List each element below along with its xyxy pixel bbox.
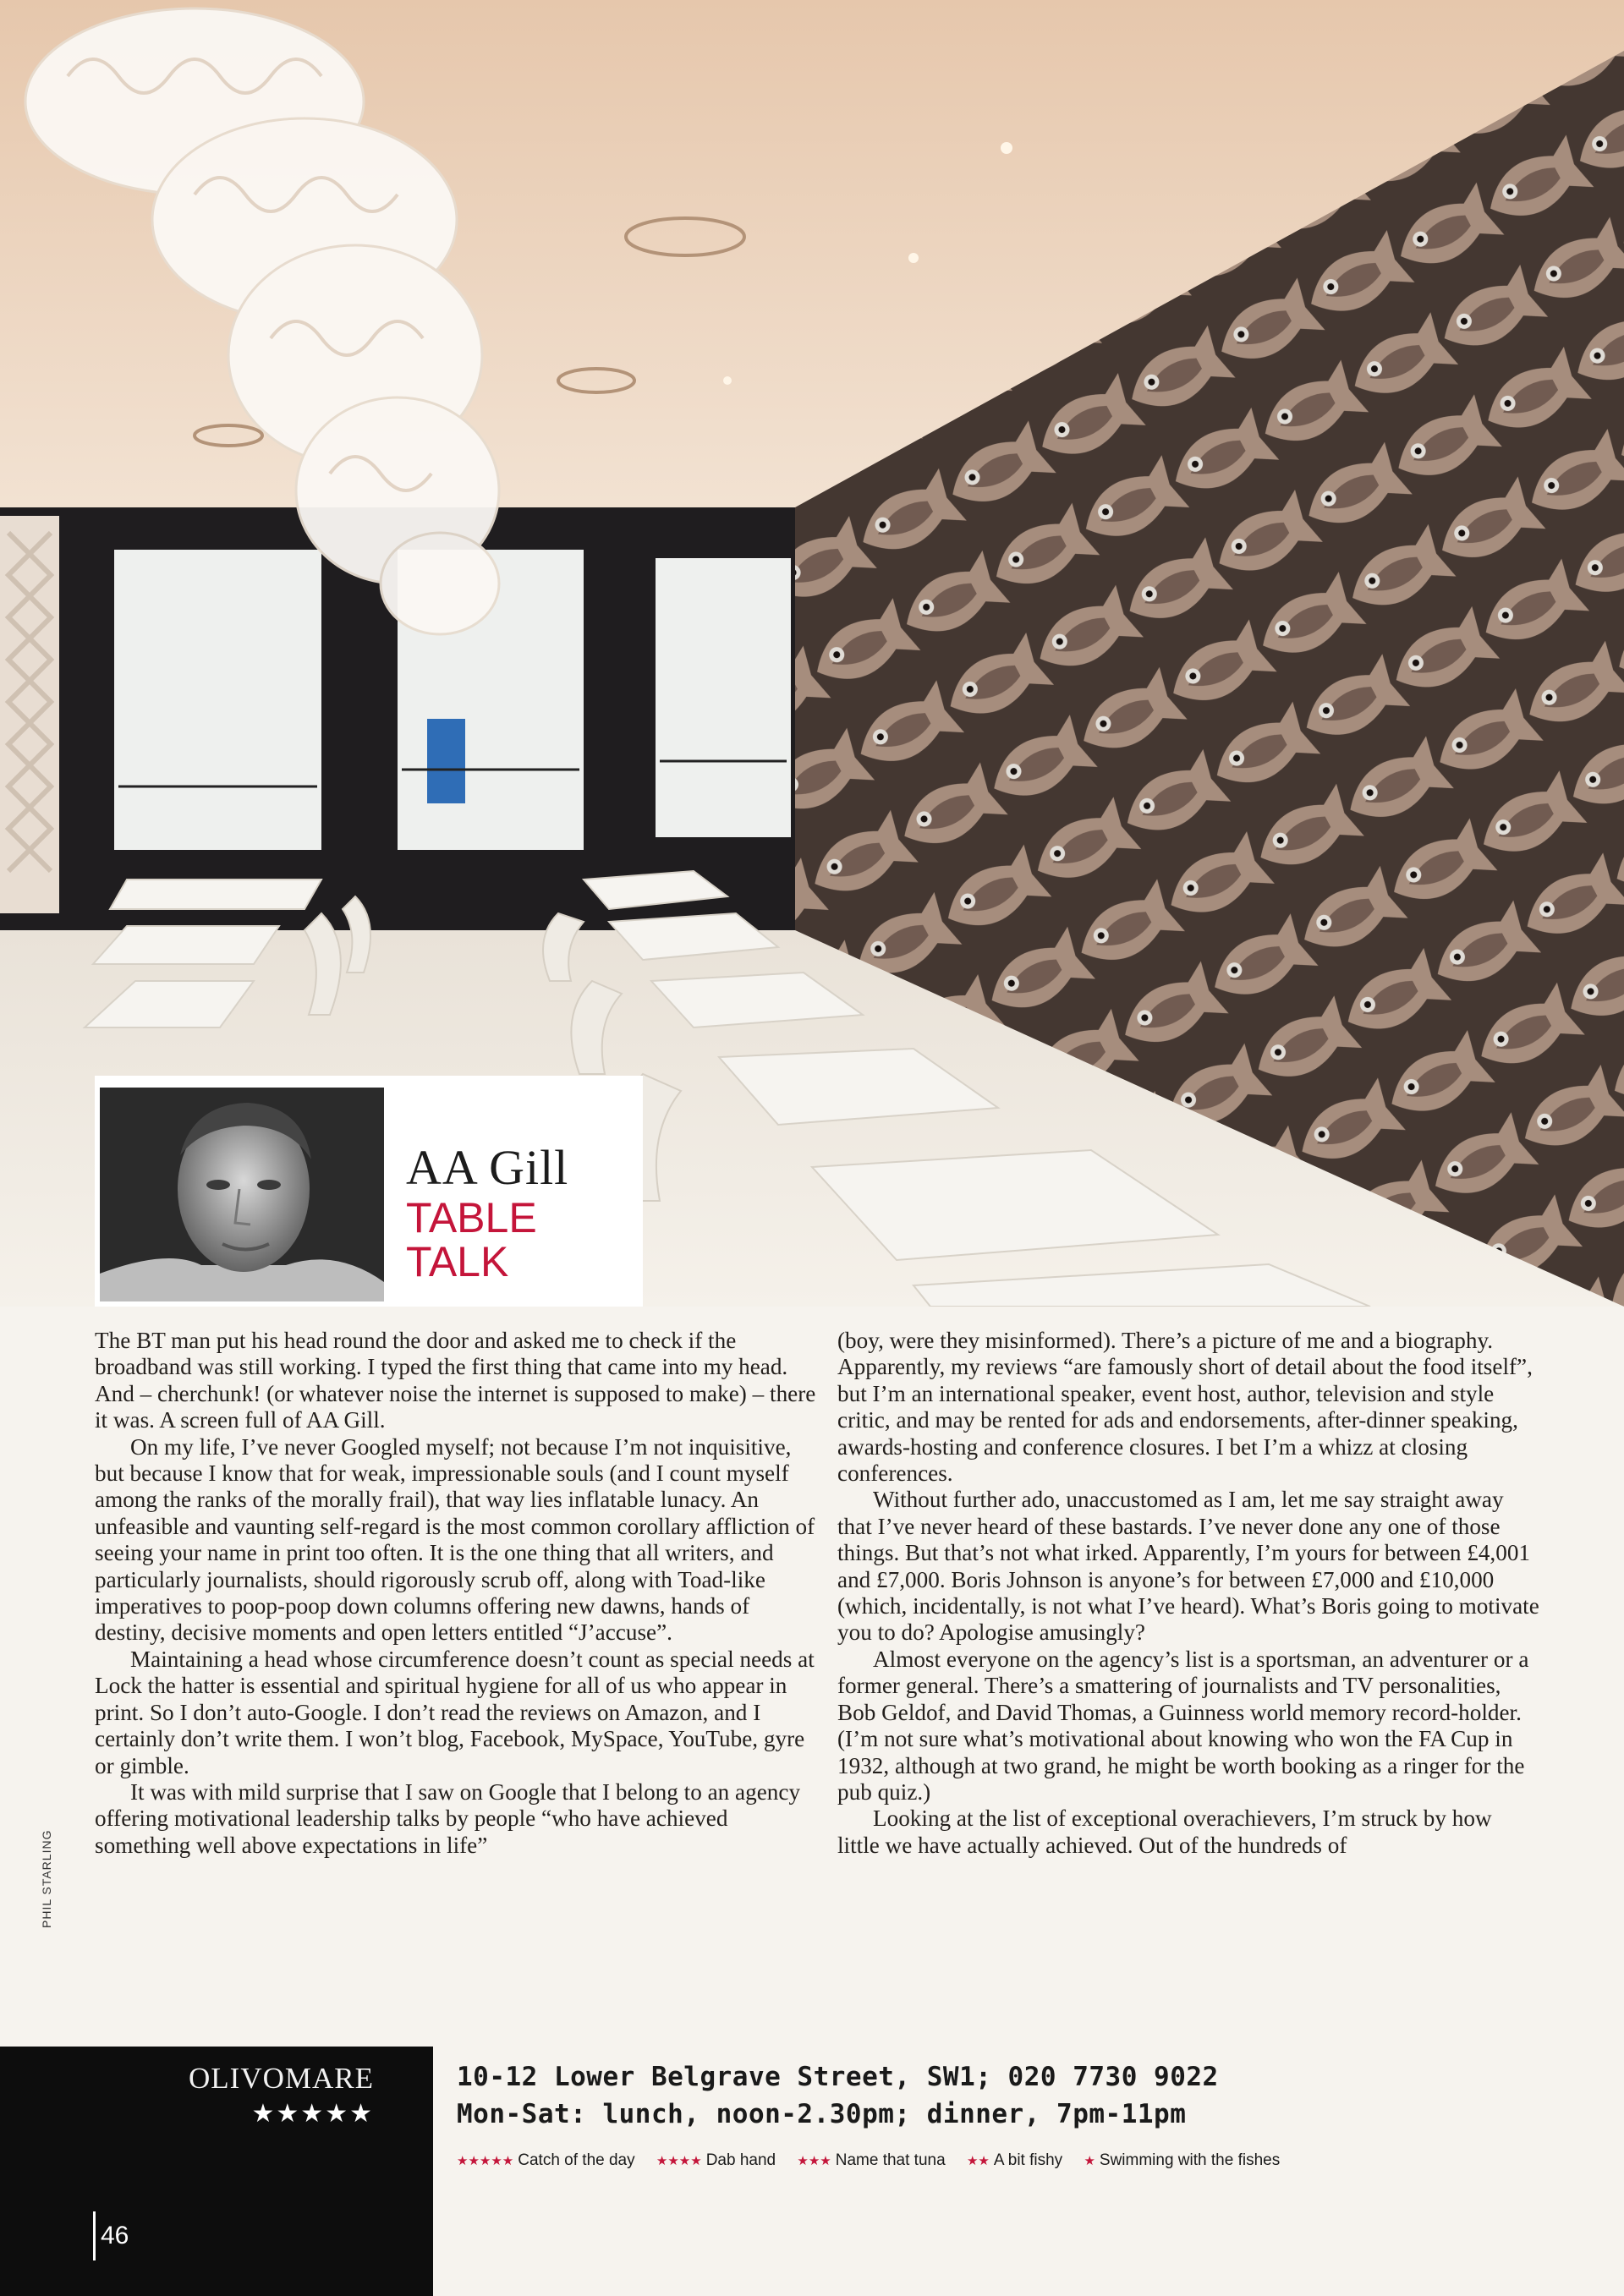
rating-stars: ★★★★★ — [251, 2099, 374, 2129]
star-icon: ★★★★ — [656, 2153, 702, 2168]
rating-key-label: A bit fishy — [993, 2151, 1063, 2169]
restaurant-address: 10-12 Lower Belgrave Street, SW1; 020 7730 9022 — [457, 2062, 1219, 2092]
restaurant-info-bar — [0, 2047, 1624, 2296]
restaurant-name-block — [0, 2047, 433, 2296]
restaurant-hours: Mon-Sat: lunch, noon-2.30pm; dinner, 7pm-11pm — [457, 2099, 1187, 2129]
rating-key-label: Swimming with the fishes — [1099, 2151, 1281, 2169]
rating-key-item — [797, 2151, 945, 2169]
article-paragraph: Almost everyone on the agency’s list is a sportsman, an adventurer or a former general. There’s a smattering of journalists and TV personalities, Bob Geldof, and David Thomas, a Guinness world memory record-holder. (I’m not sure what’s motivational about knowing who won the FA Cup in 1932, although at two grand, he might be worth booking as a ringer for the pub quiz.) — [837, 1646, 1529, 1805]
article-paragraph: It was with mild surprise that I saw on Google that I belong to an agency offering motivational leadership talks by people “who have achieved something well above expectations in life” — [95, 1778, 801, 1858]
byline-box — [95, 1076, 643, 1307]
article-paragraph: Looking at the list of exceptional overachievers, I’m struck by how little we have actually achieved. Out of the hundreds of — [837, 1806, 1492, 1858]
rating-key-item — [457, 2151, 635, 2169]
article-column-right — [837, 1328, 1539, 1859]
star-icon: ★★★ — [797, 2153, 831, 2168]
article-paragraph: On my life, I’ve never Googled myself; not because I’m not inquisitive, but because I know that for weak, impressionable souls (and I count myself among the ranks of the morally frail), that way lies inflatable lunacy. An unfeasible and vaunting self-regard is the most common corollary affliction of seeing your name in print too often. It is the one thing that all writers, and particularly journalists, should rigorously scrub off, along with Toad-like imperatives to poop-poop down columns offering new dawns, hands of destiny, decisive moments and open letters entitled “J’accuse”. — [95, 1433, 815, 1646]
rating-key-label: Dab hand — [705, 2151, 776, 2169]
restaurant-name: OLIVOMARE — [189, 2062, 374, 2095]
article-paragraph: Maintaining a head whose circumference doesn’t count as special needs at Lock the hatter is essential and spiritual hygiene for all of us who appear in print. So I don’t auto-Google. I don’t read the reviews on Amazon, and I certainly don’t write them. I won’t blog, Facebook, MySpace, YouTube, gyre or gimble. — [95, 1646, 815, 1778]
article-paragraph: The BT man put his head round the door and asked me to check if the broadband was still working. I typed the first thing that came into my head. And – cherchunk! (or whatever noise the internet is supposed to make) – there it was. A screen full of AA Gill. — [95, 1328, 816, 1433]
page-number: 46 — [93, 2211, 129, 2260]
author-portrait — [100, 1088, 384, 1301]
article-paragraph: (boy, were they misinformed). There’s a picture of me and a biography. Apparently, my reviews “are famously short of detail about the food itself”, but I’m an international speaker, event host, author, television and style critic, and may be rented for ads and endorsements, after-dinner speaking, awards-hosting and conference closures. I bet I’m a whizz at closing conferences. — [837, 1328, 1533, 1487]
rating-key — [457, 2151, 1297, 2170]
star-icon: ★★ — [966, 2153, 990, 2168]
rating-key-label: Catch of the day — [518, 2151, 635, 2169]
rating-key-label: Name that tuna — [835, 2151, 946, 2169]
rating-key-item — [967, 2151, 1062, 2169]
article-paragraph: Without further ado, unaccustomed as I am, let me say straight away that I’ve never heard of these bastards. I’ve never done any one of those things. But that’s not what irked. Apparently, I’m yours for between £4,001 and £7,000. Boris Johnson is anyone’s for between £7,000 and £10,000 (which, incidentally, is not what I’ve heard). What’s Boris going to motivate you to do? Apologise amusingly? — [837, 1487, 1539, 1646]
photo-credit: PHIL STARLING — [40, 1829, 53, 1928]
author-name: AA Gill — [406, 1140, 569, 1195]
column-name: TABLE TALK — [406, 1194, 537, 1285]
article-column-left — [95, 1328, 818, 1859]
star-icon: ★ — [1084, 2153, 1095, 2168]
rating-key-item — [1084, 2151, 1280, 2169]
star-icon: ★★★★★ — [457, 2153, 514, 2168]
rating-key-item — [656, 2151, 776, 2169]
